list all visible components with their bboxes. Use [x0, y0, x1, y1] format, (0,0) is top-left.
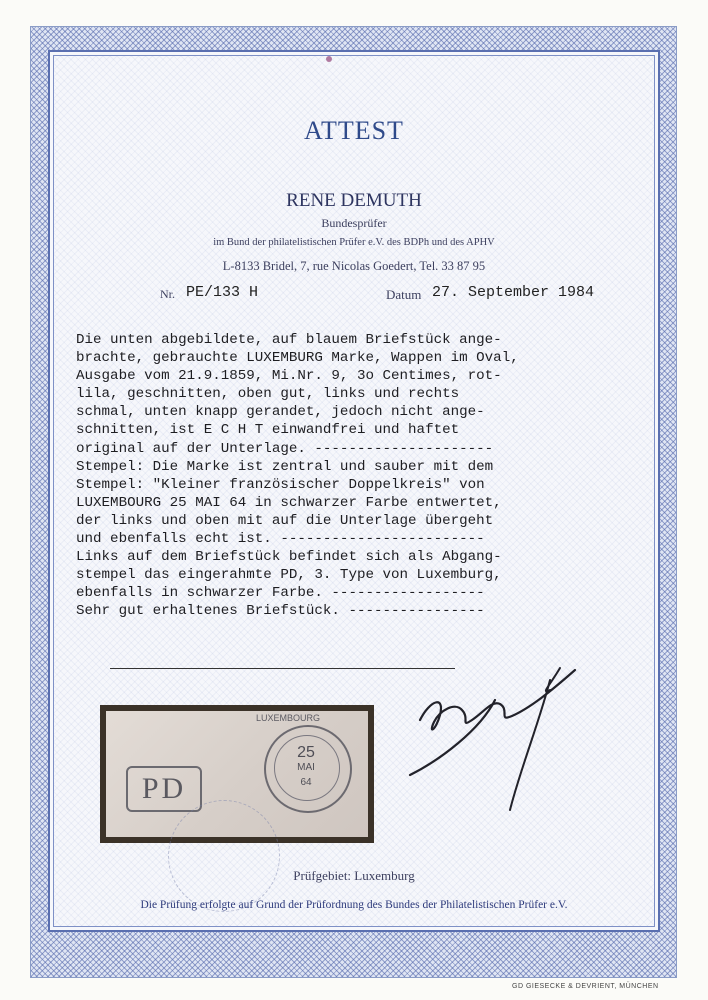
- printer-imprint: GD GIESECKE & DEVRIENT, MÜNCHEN: [512, 983, 659, 990]
- body-line: lila, geschnitten, oben gut, links und rechts: [76, 386, 460, 403]
- examiner-address: L-8133 Bridel, 7, rue Nicolas Goedert, Tel. 33 87 95: [222, 259, 486, 273]
- examiner-role: Bundesprüfer: [321, 216, 387, 230]
- body-line: LUXEMBOURG 25 MAI 64 in schwarzer Farbe entwertet,: [76, 494, 502, 511]
- certificate-date: 27. September 1984: [432, 284, 595, 301]
- postmark-month: MAI: [297, 762, 315, 773]
- body-line: Ausgabe vom 21.9.1859, Mi.Nr. 9, 3o Centimes, rot-: [76, 368, 502, 385]
- body-line: ebenfalls in schwarzer Farbe. ------------------: [76, 585, 485, 602]
- postmark-year: 64: [300, 777, 312, 788]
- examiner-signature: [400, 640, 600, 820]
- body-line: Stempel: "Kleiner französischer Doppelkreis" von: [76, 476, 485, 493]
- body-line: schnitten, ist E C H T einwandfrei und haftet: [76, 422, 460, 439]
- footer-note: Die Prüfung erfolgte auf Grund der Prüfordnung des Bundes der Philatelistischen Prüfer e.V.: [140, 899, 568, 911]
- body-line: schmal, unten knapp gerandet, jedoch nicht ange-: [76, 404, 485, 421]
- body-line: Sehr gut erhaltenes Briefstück. ----------------: [76, 603, 485, 620]
- body-line: original auf der Unterlage. ---------------------: [76, 440, 494, 457]
- body-line: stempel das eingerahmte PD, 3. Type von Luxemburg,: [76, 567, 502, 584]
- number-label: Nr.: [160, 287, 175, 301]
- pd-cancel-mark: PD: [126, 766, 202, 812]
- body-line: Links auf dem Briefstück befindet sich als Abgang-: [76, 549, 502, 566]
- body-line: der links und oben mit auf die Unterlage übergeht: [76, 512, 494, 529]
- certificate-title: ATTEST: [304, 116, 404, 145]
- examiner-name: RENE DEMUTH: [286, 190, 422, 211]
- body-line: und ebenfalls echt ist. ------------------------: [76, 531, 485, 548]
- embossed-seal: [168, 800, 280, 912]
- certificate-body: [76, 331, 646, 621]
- association-line: im Bund der philatelistischen Prüfer e.V. des BDPh und des APHV: [213, 237, 495, 248]
- examination-area: Prüfgebiet: Luxemburg: [293, 868, 415, 883]
- body-line: Die unten abgebildete, auf blauem Briefstück ange-: [76, 332, 502, 348]
- certificate-number: PE/133 H: [186, 284, 259, 301]
- body-line: Stempel: Die Marke ist zentral und sauber mit dem: [76, 458, 494, 475]
- postmark-day: 25: [297, 744, 315, 761]
- postmark-town: LUXEMBOURG: [256, 713, 321, 723]
- ink-dot: [326, 56, 332, 62]
- date-label: Datum: [386, 287, 422, 302]
- postmark-date: [280, 745, 332, 790]
- body-line: brachte, gebrauchte LUXEMBURG Marke, Wappen im Oval,: [76, 350, 519, 367]
